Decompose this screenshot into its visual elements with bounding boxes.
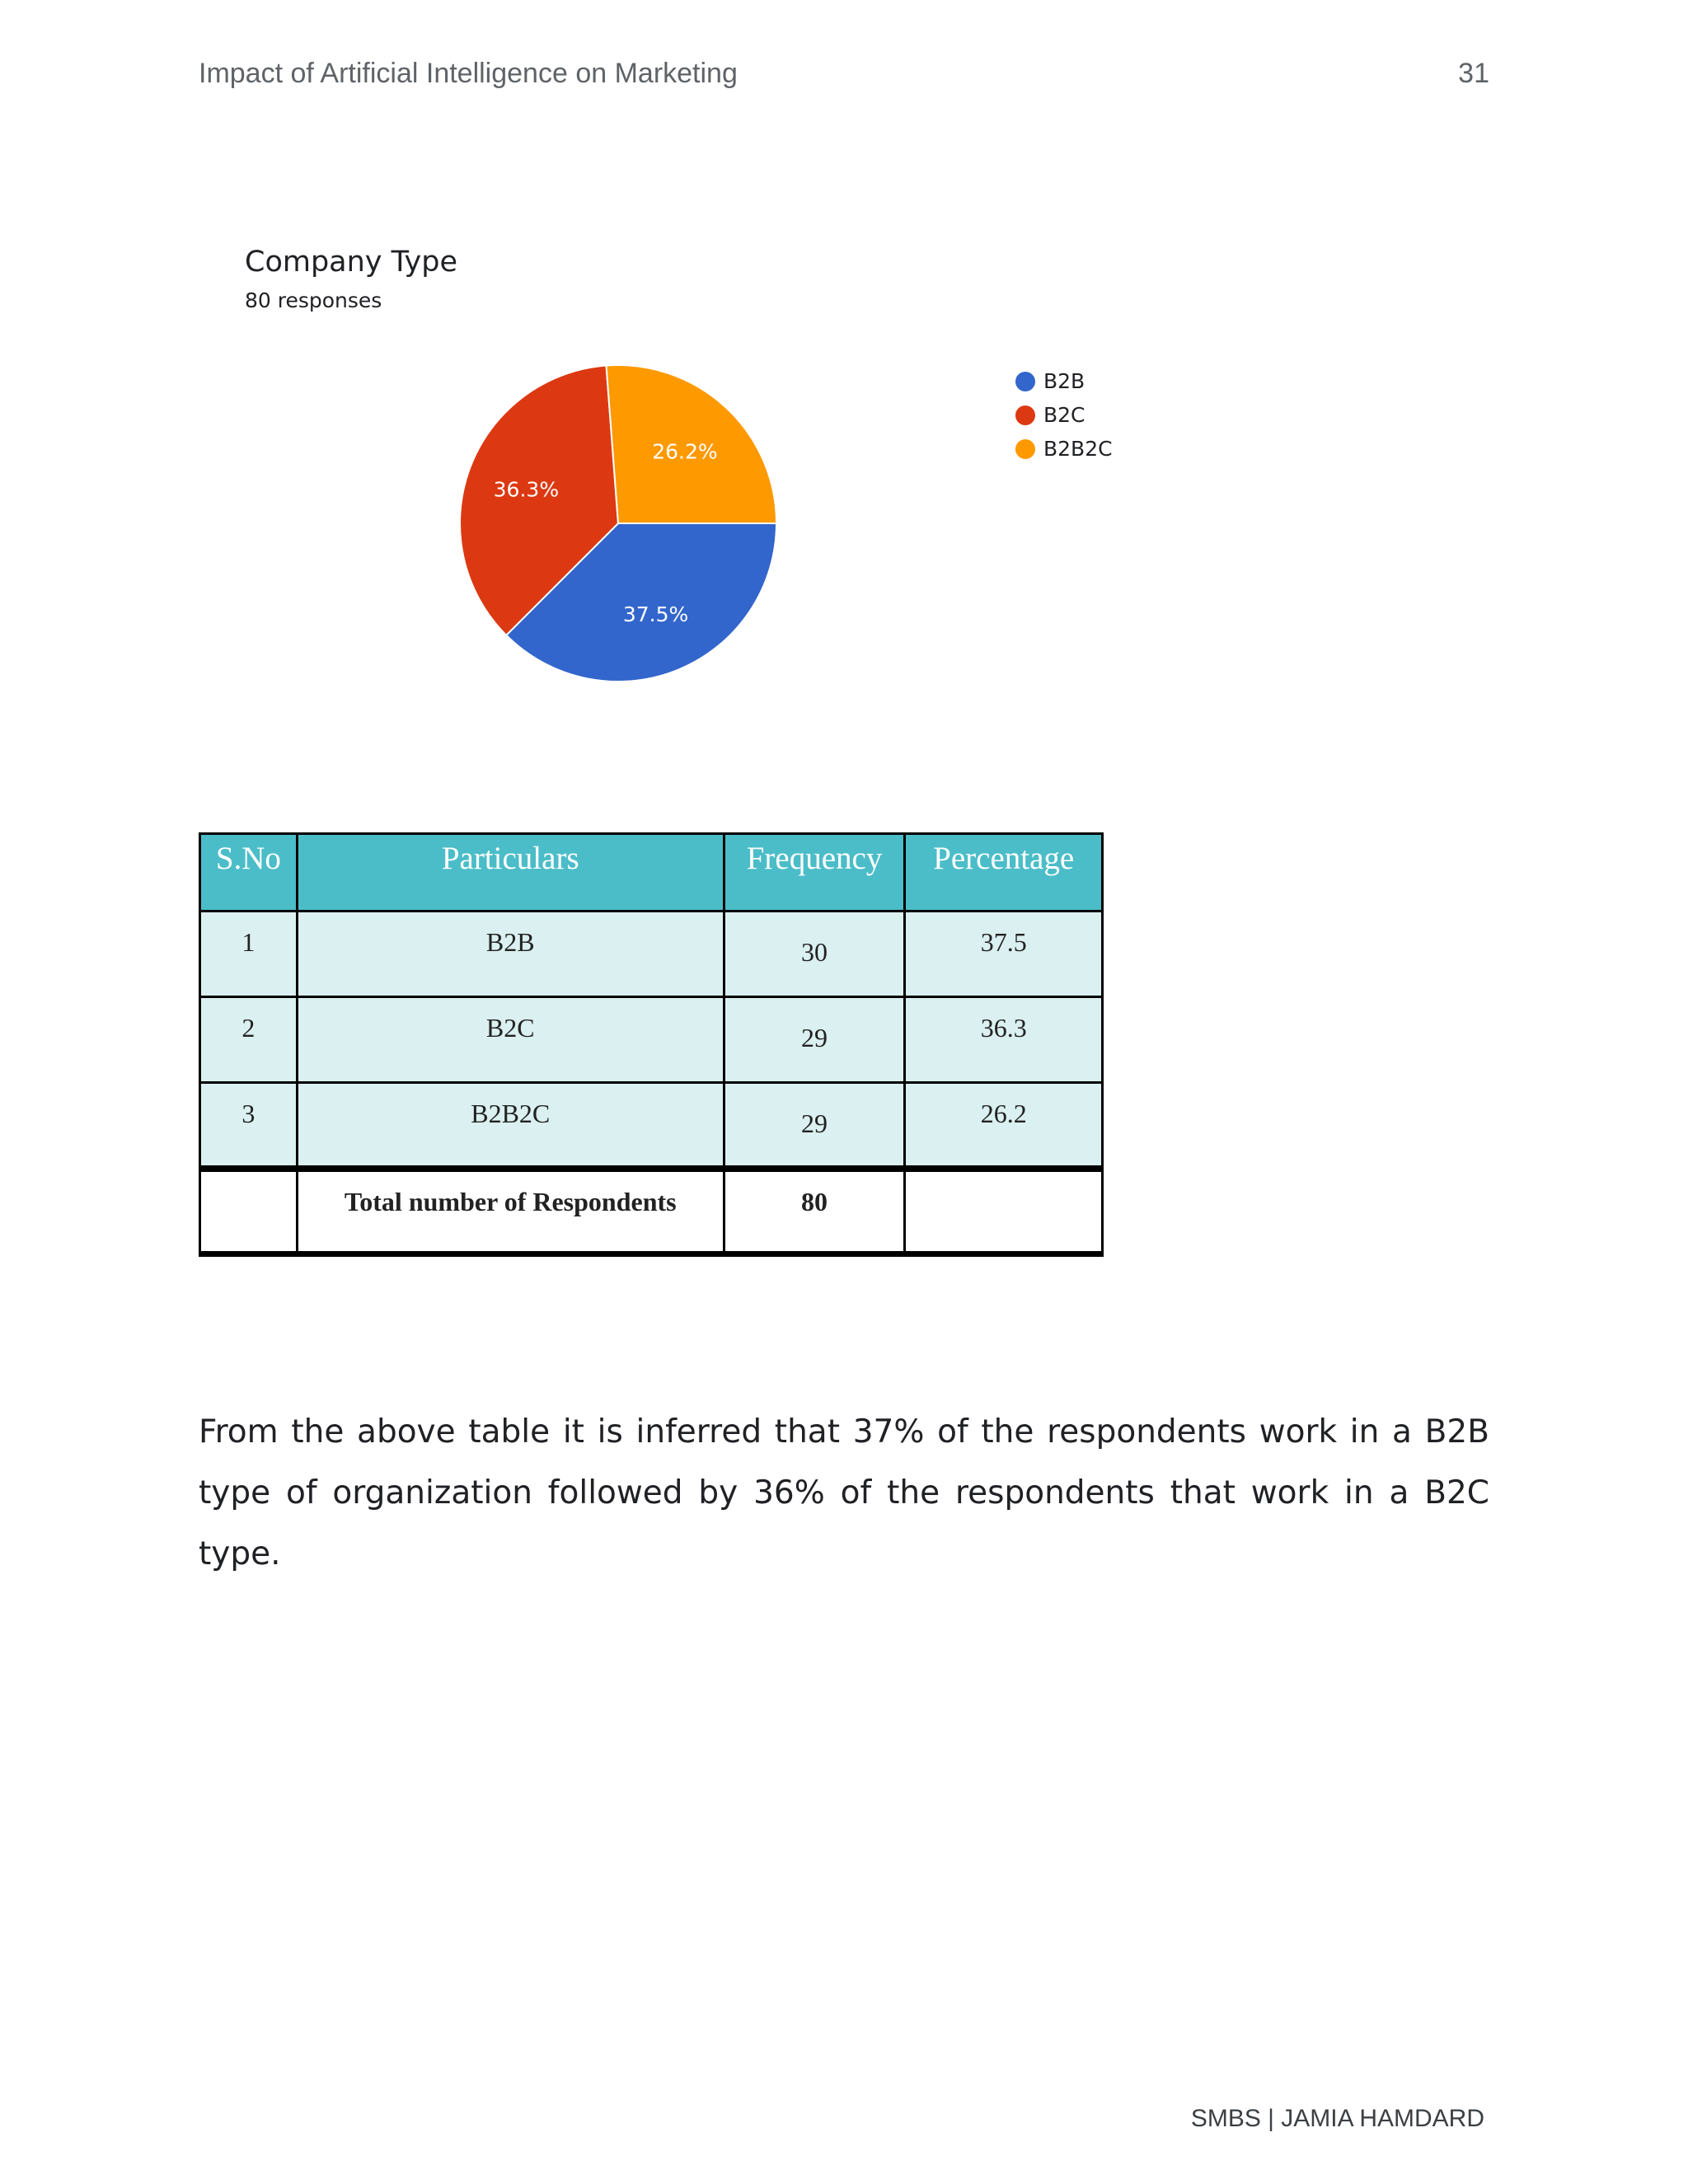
body-paragraph: From the above table it is inferred that 37% of the respondents work in a B2B type of organization followed by 36% of the respondents that work in a B2C type. xyxy=(199,1413,1489,1572)
running-header xyxy=(199,58,1489,90)
pie-chart-block xyxy=(198,239,1137,717)
cell-particular: B2C xyxy=(297,997,724,1083)
page-number: 31 xyxy=(1458,58,1489,89)
cell-sno: 1 xyxy=(200,912,298,997)
table-row xyxy=(200,912,1103,997)
cell-total-empty xyxy=(200,1169,298,1254)
document-title: Impact of Artificial Intelligence on Marketing xyxy=(199,58,738,89)
cell-frequency: 30 xyxy=(724,912,905,997)
table-header-row xyxy=(200,834,1103,912)
cell-particular: B2B2C xyxy=(297,1083,724,1169)
legend-swatch-b2b2c xyxy=(1015,439,1035,459)
cell-total-empty xyxy=(905,1169,1103,1254)
page-footer: SMBS | JAMIA HAMDARD xyxy=(1190,2105,1484,2132)
legend-item-b2c xyxy=(1015,398,1113,432)
chart-legend xyxy=(1015,364,1113,466)
cell-percentage: 26.2 xyxy=(905,1083,1103,1169)
chart-subtitle: 80 responses xyxy=(245,288,382,312)
table-row xyxy=(200,1083,1103,1169)
legend-swatch-b2c xyxy=(1015,405,1035,425)
cell-total-label: Total number of Respondents xyxy=(297,1169,724,1254)
pie-data-label: 36.3% xyxy=(493,477,560,502)
legend-label: B2B2C xyxy=(1043,437,1113,461)
table-row xyxy=(200,997,1103,1083)
cell-frequency: 29 xyxy=(724,997,905,1083)
frequency-table xyxy=(199,832,1104,1257)
cell-percentage: 36.3 xyxy=(905,997,1103,1083)
chart-title: Company Type xyxy=(245,246,458,279)
legend-label: B2C xyxy=(1043,403,1085,427)
legend-item-b2b xyxy=(1015,364,1113,398)
column-header-percentage: Percentage xyxy=(905,834,1103,912)
legend-label: B2B xyxy=(1043,369,1085,393)
legend-item-b2b2c xyxy=(1015,432,1113,466)
legend-swatch-b2b xyxy=(1015,372,1035,391)
cell-total-value: 80 xyxy=(724,1169,905,1254)
cell-percentage: 37.5 xyxy=(905,912,1103,997)
column-header-particulars: Particulars xyxy=(297,834,724,912)
column-header-frequency: Frequency xyxy=(724,834,905,912)
cell-particular: B2B xyxy=(297,912,724,997)
column-header-sno: S.No xyxy=(200,834,298,912)
cell-sno: 3 xyxy=(200,1083,298,1169)
cell-sno: 2 xyxy=(200,997,298,1083)
table-total-row xyxy=(200,1169,1103,1254)
pie-data-label: 26.2% xyxy=(652,439,718,464)
pie-data-label: 37.5% xyxy=(622,602,689,626)
cell-frequency: 29 xyxy=(724,1083,905,1169)
